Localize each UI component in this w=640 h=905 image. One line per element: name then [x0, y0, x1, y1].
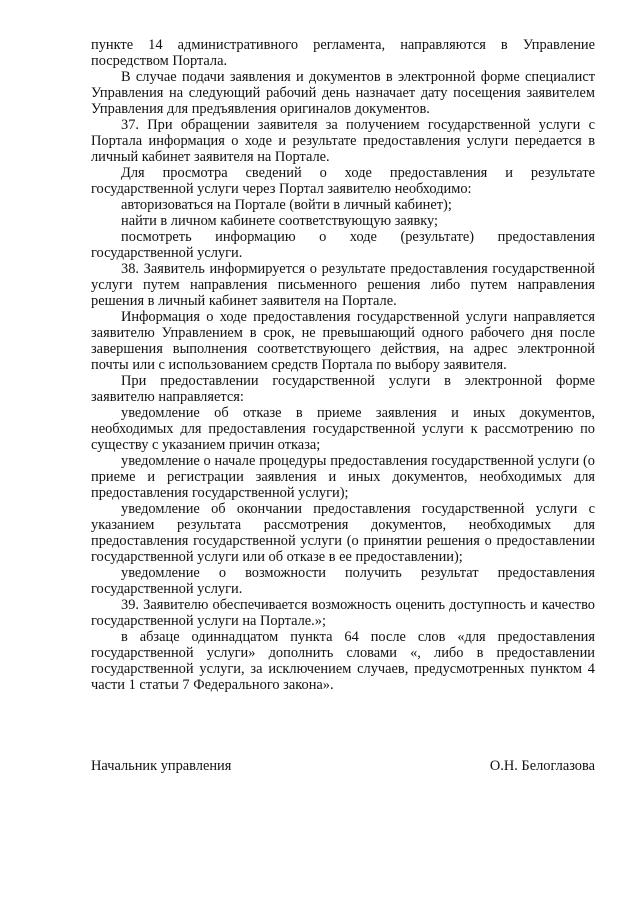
paragraph-1: пункте 14 административного регламента, направляются в Управление посредством Портала.: [91, 37, 595, 69]
paragraph-9: Информация о ходе предоставления государственной услуги направляется заявителю Управлением в срок, не превышающий одного рабочего дня после завершения выполнения соответствующего действия, на адрес электронной почты или с использованием средств Портала по выбору заявителя.: [91, 309, 595, 373]
paragraph-13: уведомление об окончании предоставления государственной услуги с указанием результата рассмотрения документов, необходимых для предоставления государственной услуги (о принятии решения о предоставлении государственной услуги или об отказе в ее предоставлении);: [91, 501, 595, 565]
signature-position: Начальник управления: [91, 758, 232, 774]
signature-name: О.Н. Белоглазова: [489, 758, 595, 774]
paragraph-4: Для просмотра сведений о ходе предоставления и результате государственной услуги через Портал заявителю необходимо:: [91, 165, 595, 197]
paragraph-8: 38. Заявитель информируется о результате предоставления государственной услуги путем направления письменного решения либо путем направления решения в личный кабинет заявителя на Портале.: [91, 261, 595, 309]
paragraph-15: 39. Заявителю обеспечивается возможность оценить доступность и качество государственной услуги на Портале.»;: [91, 597, 595, 629]
paragraph-7: посмотреть информацию о ходе (результате) предоставления государственной услуги.: [91, 229, 595, 261]
paragraph-2: В случае подачи заявления и документов в электронной форме специалист Управления на следующий рабочий день назначает дату посещения заявителем Управления для предъявления оригиналов документов.: [91, 69, 595, 117]
document-body: [91, 37, 595, 693]
paragraph-3: 37. При обращении заявителя за получением государственной услуги с Портала информация о ходе и результате предоставления услуги передается в личный кабинет заявителя на Портале.: [91, 117, 595, 165]
signature-block: [91, 757, 595, 775]
paragraph-11: уведомление об отказе в приеме заявления и иных документов, необходимых для предоставления государственной услуги к рассмотрению по существу с указанием причин отказа;: [91, 405, 595, 453]
paragraph-16: в абзаце одиннадцатом пункта 64 после слов «для предоставления государственной услуги» дополнить словами «, либо в предоставлении государственной услуги, за исключением случаев, предусмотренных пунктом 4 части 1 статьи 7 Федерального закона».: [91, 629, 595, 693]
paragraph-5: авторизоваться на Портале (войти в личный кабинет);: [121, 197, 452, 213]
paragraph-14: уведомление о возможности получить результат предоставления государственной услуги.: [91, 565, 595, 597]
paragraph-10: При предоставлении государственной услуги в электронной форме заявителю направляется:: [91, 373, 595, 405]
paragraph-12: уведомление о начале процедуры предоставления государственной услуги (о приеме и регистрации заявления и иных документов, необходимых для предоставления государственной услуги);: [91, 453, 595, 501]
paragraph-6: найти в личном кабинете соответствующую заявку;: [121, 213, 439, 229]
